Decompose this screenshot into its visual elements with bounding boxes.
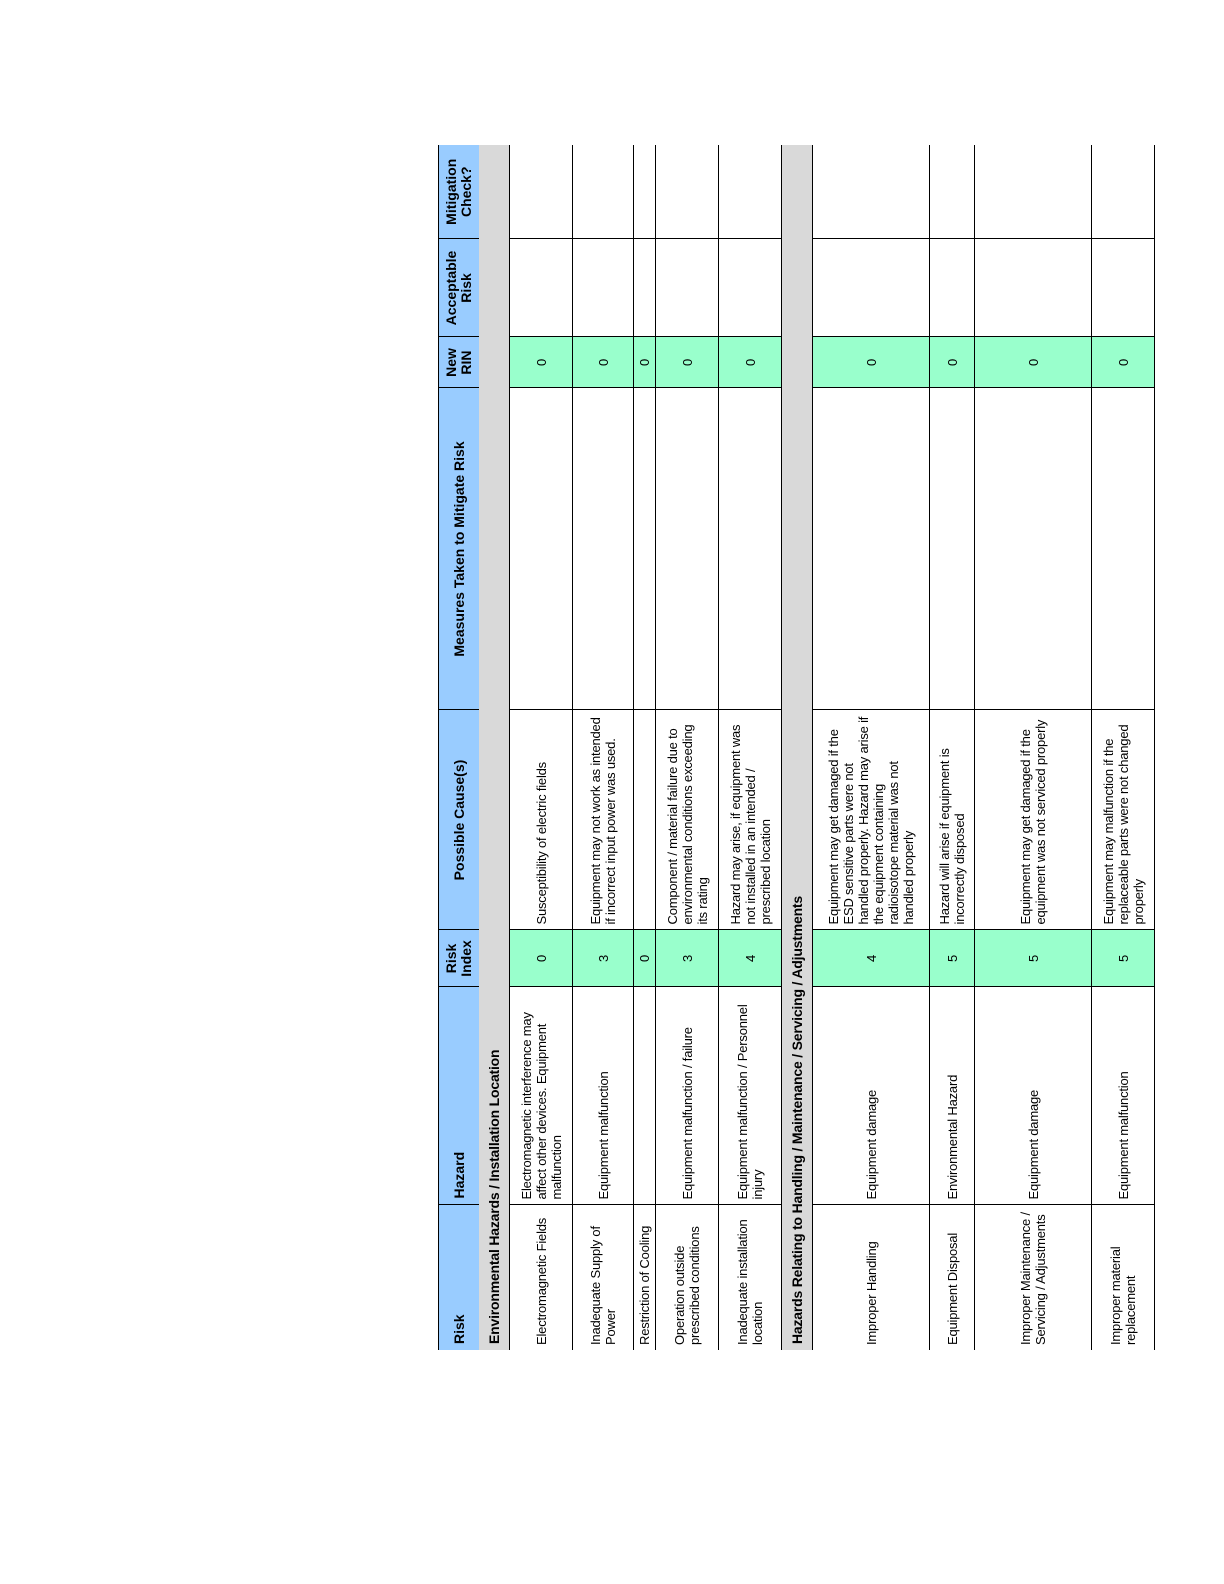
section-title: Environmental Hazards / Installation Location xyxy=(479,145,510,1350)
cell-acceptable xyxy=(719,239,782,337)
header-acceptable-risk: Acceptable Risk xyxy=(439,239,480,337)
cell-hazard: Equipment malfunction xyxy=(573,987,634,1205)
cell-risk: Inadequate Supply of Power xyxy=(573,1205,634,1350)
cell-new-rin: 0 xyxy=(634,337,656,388)
cell-new-rin: 0 xyxy=(1092,337,1155,388)
cell-risk: Electromagnetic Fields xyxy=(510,1205,573,1350)
cell-mitigation xyxy=(813,145,930,239)
cell-risk: Operation outside prescribed conditions xyxy=(656,1205,719,1350)
rotated-table-container xyxy=(438,145,1146,1350)
cell-hazard: Electromagnetic interference may affect other devices. Equipment malfunction xyxy=(510,987,573,1205)
cell-cause: Susceptibility of electric fields xyxy=(510,710,573,930)
cell-cause xyxy=(634,710,656,930)
cell-acceptable xyxy=(975,239,1092,337)
cell-risk-index: 3 xyxy=(656,930,719,987)
cell-risk-index: 0 xyxy=(634,930,656,987)
table-row xyxy=(510,145,573,1350)
table-header-row xyxy=(439,145,480,1350)
cell-cause: Equipment may malfunction if the replaceable parts were not changed properly xyxy=(1092,710,1155,930)
cell-risk-index: 0 xyxy=(510,930,573,987)
cell-risk: Restriction of Cooling xyxy=(634,1205,656,1350)
cell-acceptable xyxy=(1092,239,1155,337)
cell-new-rin: 0 xyxy=(573,337,634,388)
cell-cause: Component / material failure due to environmental conditions exceeding its rating xyxy=(656,710,719,930)
table-row xyxy=(1092,145,1155,1350)
section-row xyxy=(479,145,510,1350)
cell-measures xyxy=(656,388,719,710)
cell-new-rin: 0 xyxy=(813,337,930,388)
cell-cause: Equipment may get damaged if the ESD sensitive parts were not handled properly. Hazard may arise if the equipment containing radioisotope material was not handled properly xyxy=(813,710,930,930)
cell-cause: Equipment may not work as intended if incorrect input power was used. xyxy=(573,710,634,930)
cell-new-rin: 0 xyxy=(656,337,719,388)
cell-new-rin: 0 xyxy=(719,337,782,388)
cell-hazard: Equipment damage xyxy=(975,987,1092,1205)
cell-cause: Hazard will arise if equipment is incorrectly disposed xyxy=(930,710,975,930)
cell-measures xyxy=(510,388,573,710)
table-row xyxy=(573,145,634,1350)
cell-acceptable xyxy=(813,239,930,337)
cell-acceptable xyxy=(510,239,573,337)
header-mitigation-check: Mitigation Check? xyxy=(439,145,480,239)
cell-mitigation xyxy=(634,145,656,239)
cell-hazard: Environmental Hazard xyxy=(930,987,975,1205)
cell-mitigation xyxy=(510,145,573,239)
table-row xyxy=(634,145,656,1350)
cell-mitigation xyxy=(1092,145,1155,239)
cell-new-rin: 0 xyxy=(930,337,975,388)
cell-measures xyxy=(719,388,782,710)
cell-mitigation xyxy=(975,145,1092,239)
header-risk: Risk xyxy=(439,1205,480,1350)
cell-risk: Equipment Disposal xyxy=(930,1205,975,1350)
cell-cause: Equipment may get damaged if the equipment was not serviced properly xyxy=(975,710,1092,930)
cell-measures xyxy=(634,388,656,710)
cell-hazard xyxy=(634,987,656,1205)
cell-mitigation xyxy=(656,145,719,239)
header-possible-causes: Possible Cause(s) xyxy=(439,710,480,930)
cell-mitigation xyxy=(573,145,634,239)
cell-measures xyxy=(573,388,634,710)
cell-risk-index: 3 xyxy=(573,930,634,987)
cell-risk-index: 4 xyxy=(813,930,930,987)
cell-hazard: Equipment malfunction / failure xyxy=(656,987,719,1205)
cell-new-rin: 0 xyxy=(975,337,1092,388)
cell-acceptable xyxy=(573,239,634,337)
cell-risk-index: 4 xyxy=(719,930,782,987)
cell-cause: Hazard may arise, if equipment was not installed in an intended / prescribed location xyxy=(719,710,782,930)
header-hazard: Hazard xyxy=(439,987,480,1205)
header-risk-index: Risk Index xyxy=(439,930,480,987)
cell-acceptable xyxy=(634,239,656,337)
section-title: Hazards Relating to Handling / Maintenance / Servicing / Adjustments xyxy=(782,145,813,1350)
table-row xyxy=(930,145,975,1350)
cell-new-rin: 0 xyxy=(510,337,573,388)
risk-assessment-table xyxy=(438,145,1155,1350)
table-row xyxy=(975,145,1092,1350)
header-measures: Measures Taken to Mitigate Risk xyxy=(439,388,480,710)
table-row xyxy=(719,145,782,1350)
cell-risk: Improper material replacement xyxy=(1092,1205,1155,1350)
cell-risk: Improper Maintenance / Servicing / Adjustments xyxy=(975,1205,1092,1350)
table-row xyxy=(656,145,719,1350)
cell-acceptable xyxy=(656,239,719,337)
cell-hazard: Equipment damage xyxy=(813,987,930,1205)
cell-mitigation xyxy=(930,145,975,239)
cell-measures xyxy=(813,388,930,710)
header-new-rin: New RIN xyxy=(439,337,480,388)
cell-risk: Inadequate installation location xyxy=(719,1205,782,1350)
cell-hazard: Equipment malfunction / Personnel injury xyxy=(719,987,782,1205)
cell-risk: Improper Handling xyxy=(813,1205,930,1350)
cell-measures xyxy=(930,388,975,710)
cell-measures xyxy=(975,388,1092,710)
cell-mitigation xyxy=(719,145,782,239)
section-row xyxy=(782,145,813,1350)
cell-hazard: Equipment malfunction xyxy=(1092,987,1155,1205)
cell-risk-index: 5 xyxy=(930,930,975,987)
table-row xyxy=(813,145,930,1350)
cell-acceptable xyxy=(930,239,975,337)
cell-risk-index: 5 xyxy=(975,930,1092,987)
cell-measures xyxy=(1092,388,1155,710)
cell-risk-index: 5 xyxy=(1092,930,1155,987)
